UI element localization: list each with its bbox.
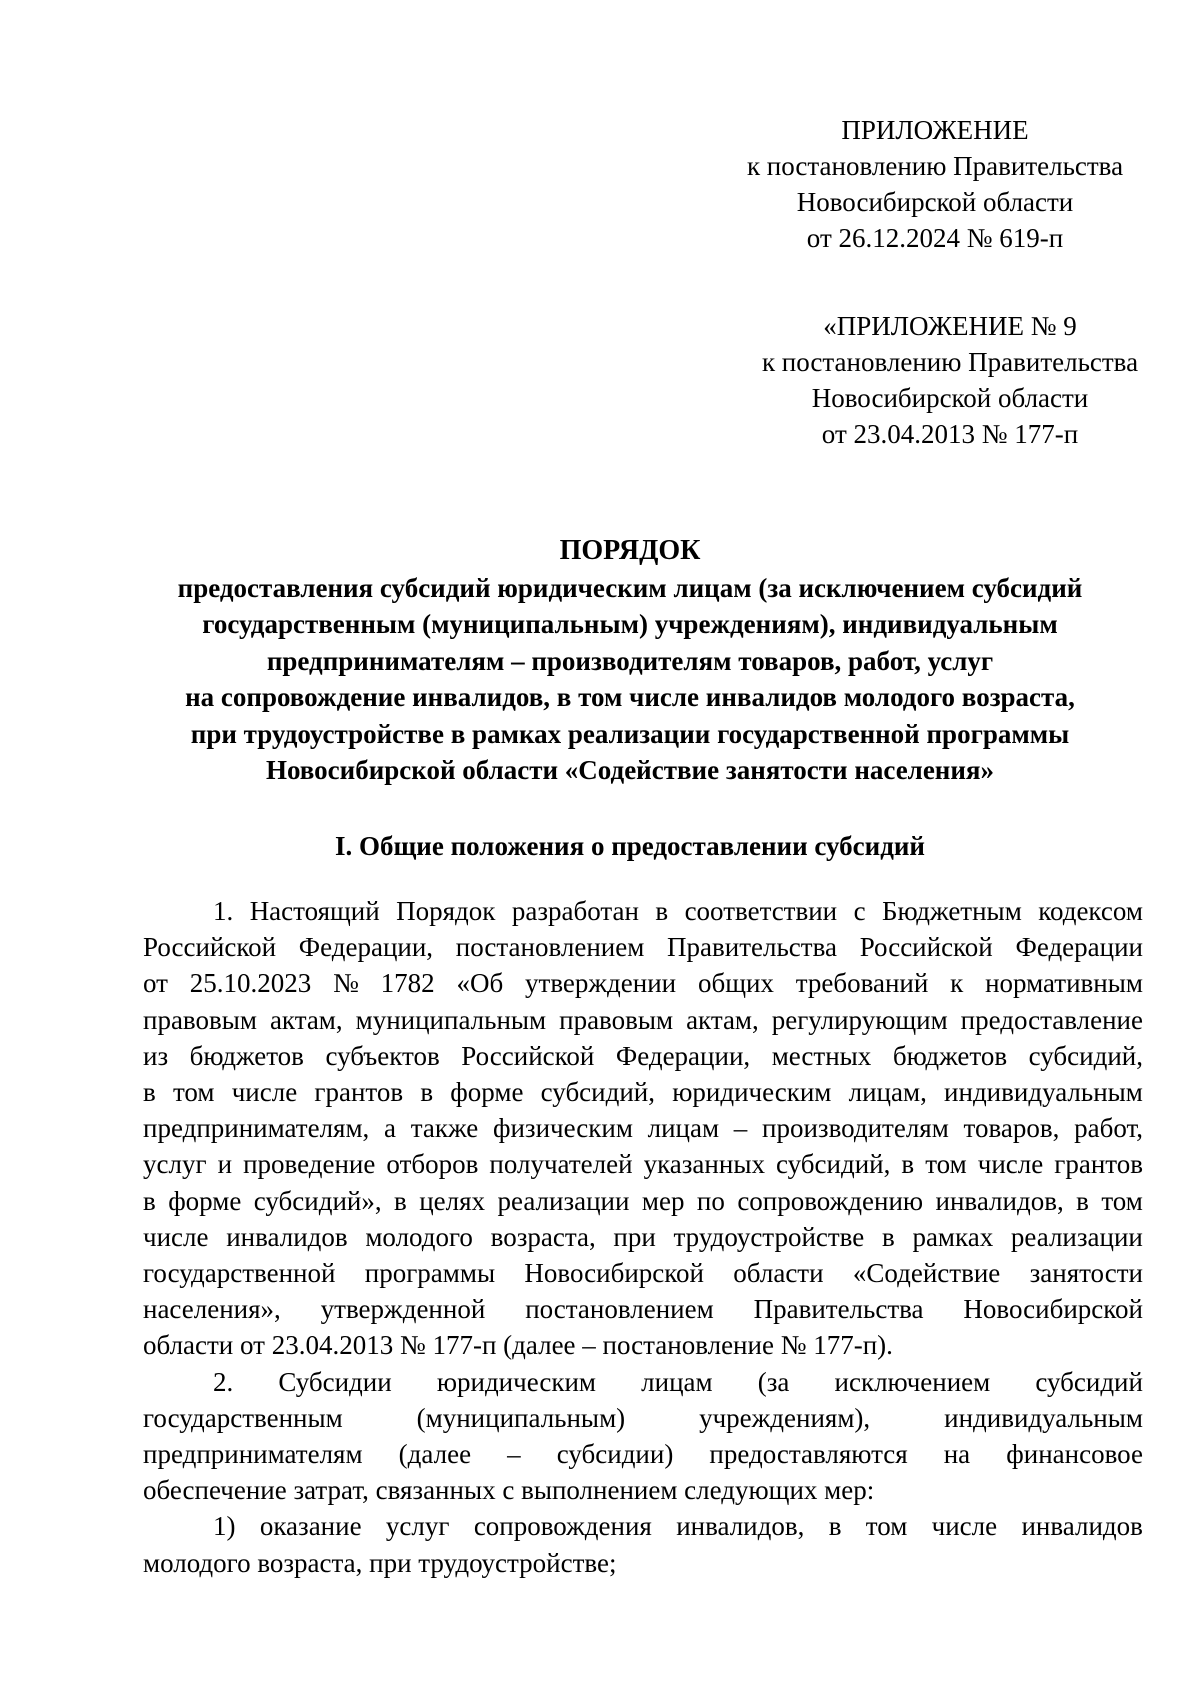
text-line: обеспечение затрат, связанных с выполнением следующих мер: [143,1475,875,1506]
paragraph-3 [143,1508,1143,1580]
appendix-title: «ПРИЛОЖЕНИЕ № 9 [823,311,1077,341]
word: в [655,896,669,926]
word: бюджетов [892,1040,1008,1071]
appendix-header-current [730,112,1140,256]
title-line: государственным (муниципальным) учреждениям), индивидуальным [202,609,1058,639]
word: соответствии [684,896,838,926]
paragraph-2 [143,1364,1143,1509]
word: Федерации, [298,932,434,963]
word: учреждениям), [699,1402,871,1433]
word: государственной [143,1258,336,1289]
word: Порядок [396,896,496,926]
word: (за [757,1366,790,1397]
title-line: при трудоустройстве в рамках реализации государственной программы [190,718,1070,749]
word: работ, [1074,1113,1143,1144]
word: субсидий, [776,1149,891,1180]
appendix-reference: к постановлению Правительства [746,151,1124,181]
word: «Содействие [852,1258,1001,1289]
text-line [143,1508,1143,1544]
word: правовым [143,1004,257,1035]
word: по [696,1185,725,1216]
word: 1. [213,896,234,926]
word: (муниципальным) [416,1402,626,1433]
word: Российской [461,1040,595,1071]
word: регулирующим [771,1004,948,1035]
word: населения», [143,1294,281,1325]
word: при [613,1221,656,1252]
word: лицам, [848,1077,927,1108]
text-line [143,1364,1143,1400]
word: Правительства [667,932,837,963]
word: трудоустройстве [673,1221,865,1252]
word: 2. [213,1366,234,1397]
word: лицам [641,1366,713,1397]
word: индивидуальным [944,1077,1143,1108]
word: местных [771,1040,872,1071]
word: в [828,1511,842,1542]
word: правовым [559,1004,674,1035]
appendix-date-number: от 26.12.2024 № 619-п [806,223,1064,253]
word: мер [641,1185,685,1216]
word: 1) [213,1511,236,1542]
word: инвалидов [1021,1511,1143,1542]
word: актам, [269,1004,343,1035]
word: предпринимателям, [143,1113,370,1144]
word: – [733,1113,748,1144]
appendix-date-number: от 23.04.2013 № 177-п [821,419,1079,449]
word: утвержденной [320,1294,486,1325]
word: (далее [398,1439,472,1470]
word: молодого [365,1221,473,1252]
word: также [410,1113,479,1144]
word: к [950,968,964,999]
word: товаров, [963,1113,1060,1144]
word: программы [364,1258,496,1289]
word: № [333,968,359,999]
word: постановлением [455,932,645,963]
word: инвалидов [226,1221,348,1252]
word: области [733,1258,824,1289]
appendix-header-original [745,308,1155,452]
word: индивидуальным [944,1402,1143,1433]
word: и [217,1149,233,1180]
word: Новосибирской [963,1294,1143,1325]
word: предпринимателям [143,1439,363,1470]
appendix-title: ПРИЛОЖЕНИЕ [841,115,1029,145]
word: оказание [259,1511,362,1542]
word: в [901,1149,915,1180]
word: указанных [643,1149,765,1180]
appendix-region: Новосибирской области [811,383,1089,413]
word: с [853,896,866,926]
word: Новосибирской [524,1258,704,1289]
word: субсидии) [556,1439,674,1470]
word: разработан [511,896,639,926]
text-line: молодого возраста, при трудоустройстве; [143,1547,617,1578]
text-line [143,1002,1143,1038]
word: в [143,1077,156,1108]
word: субсидий, [1028,1040,1143,1071]
word: числе [977,1149,1044,1180]
word: утверждении [525,968,677,999]
word: в [143,1185,156,1216]
word: – [507,1439,521,1470]
word: реализации [497,1185,630,1216]
word: исключением [834,1366,991,1397]
section-heading: I. Общие положения о предоставлении субсидий [335,831,925,861]
text-line [143,1074,1143,1110]
word: бюджетов [189,1040,304,1071]
word: том [865,1511,908,1542]
word: а [384,1113,397,1144]
word: от [143,968,168,999]
word: в [420,1077,434,1108]
word: Настоящий [249,896,380,926]
word: том [172,1077,215,1108]
word: услуг [385,1511,450,1542]
text-line [143,1110,1143,1146]
text-line [143,1436,1143,1472]
word: проведение [243,1149,376,1180]
word: грантов [1054,1149,1143,1180]
word: предоставляются [709,1439,908,1470]
appendix-reference: к постановлению Правительства [761,347,1139,377]
text-line [143,1400,1143,1436]
word: 1782 [380,968,435,999]
text-line [143,1146,1143,1182]
word: том [925,1149,967,1180]
word: в [394,1185,407,1216]
word: «Об [456,968,504,999]
word: реализации [1010,1221,1143,1252]
title-line: предпринимателям – производителям товаров, работ, услуг [266,645,994,676]
word: Федерации, [615,1040,751,1071]
text-line [143,1183,1143,1219]
word: том [1101,1185,1143,1216]
word: в [1076,1185,1089,1216]
word: Правительства [753,1294,924,1325]
word: числе [143,1221,209,1252]
word: из [143,1040,169,1071]
word: Субсидии [278,1366,392,1397]
word: нормативным [985,968,1143,999]
appendix-region: Новосибирской области [796,187,1074,217]
document-body [143,893,1143,1581]
word: муниципальным [355,1004,547,1035]
word: Российской [143,932,277,963]
word: в [881,1221,895,1252]
title-line: на сопровождение инвалидов, в том числе инвалидов молодого возраста, [185,682,1075,712]
word: юридическим [436,1366,597,1397]
title-main: ПОРЯДОК [559,535,701,566]
word: грантов [314,1077,404,1108]
word: кодексом [1038,896,1143,926]
word: актам, [686,1004,759,1035]
word: сопровождения [473,1511,652,1542]
text-line [143,965,1143,1001]
word: целях [419,1185,486,1216]
word: финансовое [1006,1439,1143,1470]
word: числе [931,1511,998,1542]
word: форме [168,1185,242,1216]
title-line: Новосибирской области «Содействие занятости населения» [265,755,995,785]
word: предоставление [960,1004,1143,1035]
word: Федерации [1015,932,1143,963]
text-line [143,1038,1143,1074]
word: 25.10.2023 [189,968,312,999]
word: производителям [762,1113,949,1144]
paragraph-1 [143,893,1143,1364]
word: требований [795,968,929,999]
word: государственным [143,1402,343,1433]
word: субсидий», [253,1185,382,1216]
text-line [143,1291,1143,1327]
word: получателей [489,1149,633,1180]
text-line [143,1255,1143,1291]
word: возраста, [490,1221,596,1252]
word: юридическим [672,1077,832,1108]
text-line [143,1219,1143,1255]
title-line: предоставления субсидий юридическим лицам (за исключением субсидий [177,572,1083,603]
word: физическим [492,1113,633,1144]
word: форме [450,1077,524,1108]
word: услуг [143,1149,207,1180]
word: постановлением [525,1294,714,1325]
word: Бюджетным [881,896,1022,926]
word: лицам [647,1113,720,1144]
text-line: области от 23.04.2013 № 177-п (далее – постановление № 177-п). [143,1330,893,1361]
word: отборов [386,1149,479,1180]
word: рамках [912,1221,994,1252]
word: субсидий [1035,1366,1143,1397]
word: занятости [1029,1258,1143,1289]
word: Российской [859,932,993,963]
word: инвалидов, [676,1511,805,1542]
word: субъектов [325,1040,440,1071]
text-line [143,893,1143,929]
word: сопровождению [737,1185,924,1216]
text-line [143,929,1143,965]
word: субсидий, [540,1077,655,1108]
word: инвалидов, [935,1185,1064,1216]
word: общих [697,968,774,999]
document-title [140,533,1120,789]
word: на [943,1439,971,1470]
word: числе [231,1077,298,1108]
